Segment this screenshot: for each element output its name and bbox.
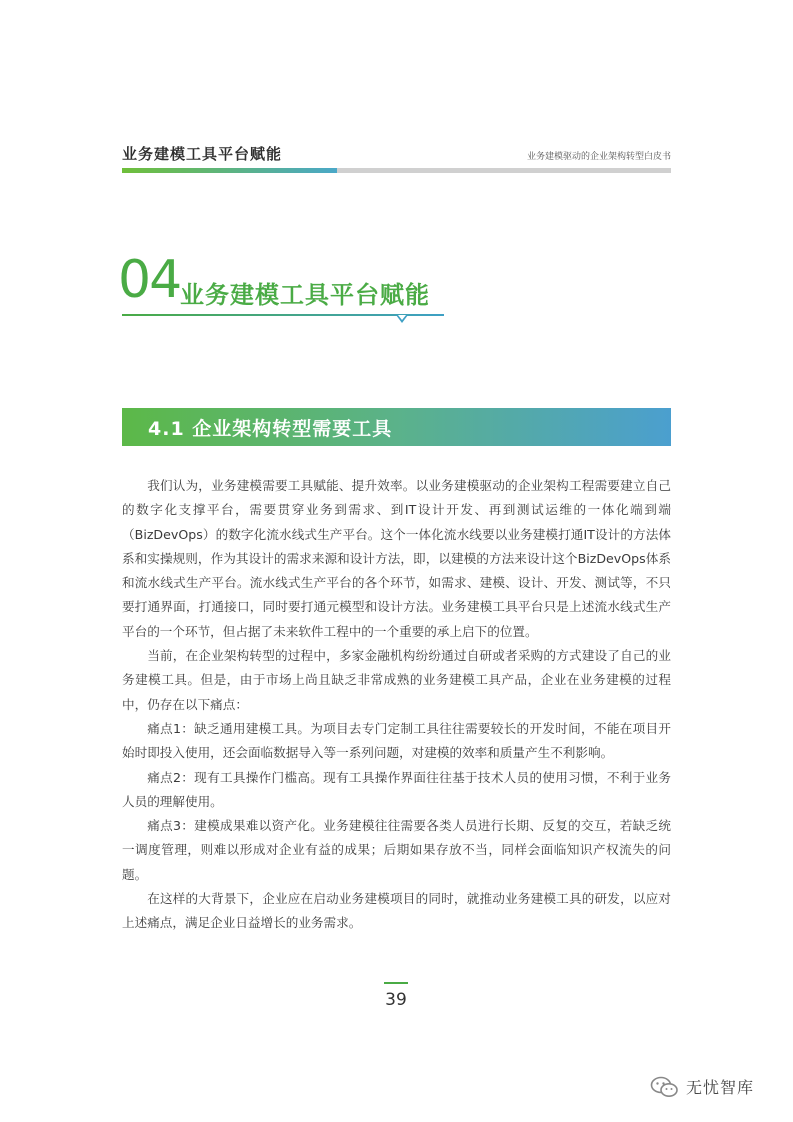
- paragraph: 当前，在企业架构转型的过程中，多家金融机构纷纷通过自研或者采购的方式建设了自己的业务建模工具。但是，由于市场上尚且缺乏非常成熟的业务建模工具产品，企业在业务建模的过程中，仍存在以下痛点：: [122, 648, 671, 712]
- page-number-rule: [384, 982, 408, 984]
- header-rule-green: [122, 168, 337, 173]
- paragraph: 痛点2：现有工具操作门槛高。现有工具操作界面往往基于技术人员的使用习惯，不利于业务人员的理解使用。: [122, 769, 671, 809]
- running-header-title: 业务建模工具平台赋能: [122, 145, 283, 163]
- wechat-icon: [650, 1076, 680, 1098]
- section-title: 4.1 企业架构转型需要工具: [148, 418, 393, 440]
- watermark: [650, 1075, 754, 1098]
- paragraph: 我们认为，业务建模需要工具赋能、提升效率。以业务建模驱动的企业架构工程需要建立自己的数字化支撑平台，需要贯穿业务到需求、到IT设计开发、再到测试运维的一体化端到端（BizDevOps）的数字化流水线式生产平台。这个一体化流水线要以业务建模打通IT设计的方法体系和实操规则，作为其设计的需求来源和设计方法，即，以建模的方法来设计这个BizDevOps体系和流水线式生产平台。流水线式生产平台的各个环节，如需求、建模、设计、开发、测试等，不只要打通界面，打通接口，同时要打通元模型和设计方法。业务建模工具平台只是上述流水线式生产平台的一个环节，但占据了未来软件工程中的一个重要的承上启下的位置。: [122, 478, 671, 639]
- body-text: [122, 474, 671, 936]
- paragraph: 在这样的大背景下，企业应在启动业务建模项目的同时，就推动业务建模工具的研发，以应对上述痛点，满足企业日益增长的业务需求。: [122, 891, 671, 931]
- chapter-underline-notch-inner: [398, 315, 406, 320]
- watermark-text: 无忧智库: [686, 1078, 755, 1097]
- header-rule: [122, 168, 671, 173]
- page-number: 39: [385, 990, 407, 1010]
- paragraph: 痛点1：缺乏通用建模工具。为项目去专门定制工具往往需要较长的开发时间，不能在项目开始时即投入使用，还会面临数据导入等一系列问题，对建模的效率和质量产生不利影响。: [122, 720, 671, 761]
- chapter-title: 业务建模工具平台赋能: [180, 281, 430, 309]
- paragraph: 痛点3：建模成果难以资产化。业务建模往往需要各类人员进行长期、反复的交互，若缺乏统一调度管理，则难以形成对企业有益的成果；后期如果存放不当，同样会面临知识产权流失的问题。: [122, 818, 671, 882]
- chapter-number: 04: [118, 250, 181, 310]
- header-rule-gray: [337, 168, 671, 173]
- running-header-subtitle: 业务建模驱动的企业架构转型白皮书: [526, 152, 671, 162]
